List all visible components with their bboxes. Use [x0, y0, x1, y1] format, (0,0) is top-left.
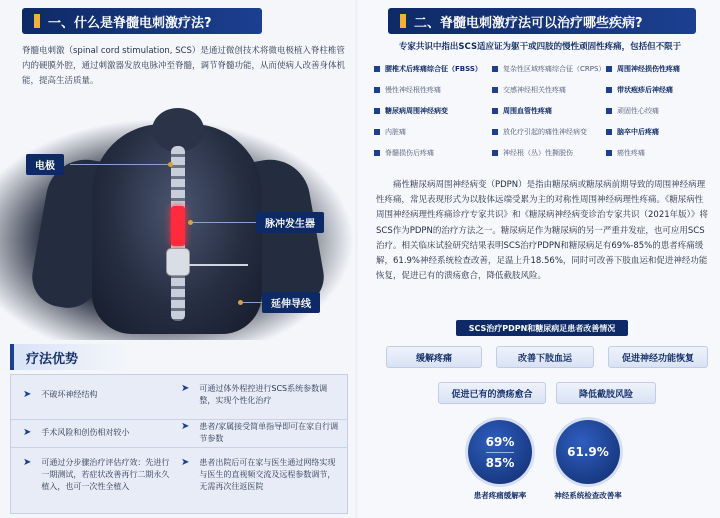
arrow-icon: ➤: [181, 457, 190, 468]
arrow-icon: ➤: [23, 389, 32, 400]
benefit-chip: 改善下肢血运: [496, 346, 594, 368]
callout-electrode: 电极: [26, 154, 64, 175]
bullet-square-icon: [606, 66, 612, 72]
condition-text: 交感神经相关性疼痛: [503, 86, 566, 94]
pdpn-paragraph: 痛性糖尿病周围神经病变（PDPN）是指由糖尿病或糖尿病前期导致的周围神经病理性疼痛，常见表现形式为以肢体远端受累为主的对称性周围神经病理性疼痛。《糖尿病性周围神经病理性疼痛诊疗专家共识》和《糖尿病神经病变诊治专家共识（2021年版）》将SCS作为PDPN的治疗方法之一。糖尿病足作为糖尿病的另一严重并发症，也可应用SCS治疗。相关临床试验研究结果表明SCS治疗PDPN和糖尿病足有69%-85%的患者疼痛缓解，61.9%神经系统检查改善，足温上升18.56%，同时可改善下肢血运和促进神经功能恢复，促进已有的溃疡愈合，降低截肢风险。: [376, 180, 708, 282]
callout-line-electrode: [70, 164, 170, 165]
condition-item: [606, 146, 645, 160]
bullet-square-icon: [606, 129, 612, 135]
advantage-text: 不破坏神经结构: [41, 390, 98, 399]
advantage-item: [181, 421, 343, 445]
bullet-square-icon: [492, 108, 498, 114]
callout-dot: [238, 300, 243, 305]
left-panel: [0, 0, 355, 518]
benefit-chip: 缓解疼痛: [386, 346, 482, 368]
condition-text: 复杂性区域疼痛综合征（CRPS）: [503, 65, 606, 73]
divider: [11, 419, 347, 420]
bullet-square-icon: [374, 129, 380, 135]
advantage-text: 可通过分步骤治疗评估疗效：先进行一期测试，若症状改善再行二期永久植入，也可一次性全植入: [41, 458, 170, 491]
condition-item: [374, 146, 434, 160]
arrow-icon: ➤: [181, 421, 190, 432]
advantage-item: [23, 389, 173, 401]
stat-value-top: 61.9%: [567, 445, 609, 459]
advantages-grid: [10, 374, 348, 514]
condition-item: [374, 104, 448, 118]
arrow-icon: ➤: [23, 457, 32, 468]
stat-circle-pain-relief: [468, 420, 532, 484]
callout-line-lead: [240, 302, 262, 303]
advantage-item: [23, 457, 173, 493]
arrow-icon: ➤: [181, 383, 190, 394]
bullet-square-icon: [374, 87, 380, 93]
condition-item: [606, 104, 659, 118]
condition-item: [374, 125, 406, 139]
bullet-square-icon: [492, 150, 498, 156]
condition-text: 放化疗引起的痛性神经病变: [503, 128, 587, 136]
intro-paragraph: 脊髓电刺激（spinal cord stimulation, SCS）是通过微创技术将微电极植入脊柱椎管内的硬膜外腔，通过刺激器发放电脉冲至脊髓，调节脊髓功能，从而使病人改善身体机能，提高生活质量。: [22, 46, 346, 86]
stat-separator: [486, 452, 514, 453]
callout-dot: [188, 220, 193, 225]
stat-label: 神经系统检查改善率: [554, 491, 622, 500]
condition-text: 带状疱疹后神经痛: [617, 86, 673, 94]
bullet-square-icon: [492, 87, 498, 93]
arrow-icon: ➤: [23, 427, 32, 438]
stat-circle-neuro-improvement: [556, 420, 620, 484]
advantage-text: 患者出院后可在家与医生通过网络实现与医生的直视频交流及远程参数调节，无需再次往返医院: [199, 458, 336, 491]
header-accent: [400, 14, 406, 28]
pulse-generator-device: [166, 248, 190, 276]
condition-item: [492, 104, 552, 118]
advantage-text: 可通过体外程控进行SCS系统参数调整，实现个性化治疗: [199, 384, 328, 405]
condition-item: [606, 83, 673, 97]
advantage-item: [181, 457, 343, 493]
condition-text: 慢性神经根性疼痛: [385, 86, 441, 94]
condition-text: 腰椎术后疼痛综合征（FBSS）: [385, 65, 482, 73]
advantage-text: 手术风险和创伤相对较小: [41, 428, 130, 437]
condition-item: [492, 146, 573, 160]
stat-value-bottom: 85%: [485, 455, 515, 470]
bullet-square-icon: [492, 129, 498, 135]
bullet-square-icon: [374, 108, 380, 114]
advantage-item: [181, 383, 343, 407]
condition-text: 癌性疼痛: [617, 149, 645, 157]
condition-item: [374, 62, 482, 76]
stat-label: 患者疼痛缓解率: [473, 491, 527, 500]
condition-text: 糖尿病周围神经病变: [385, 107, 448, 115]
callout-line-generator: [190, 222, 256, 223]
bullet-square-icon: [374, 150, 380, 156]
advantages-title: 疗法优势: [10, 344, 130, 370]
section-header-indications: [388, 8, 696, 34]
bullet-square-icon: [492, 66, 498, 72]
callout-dot: [168, 162, 173, 167]
condition-text: 周围血管性疼痛: [503, 107, 552, 115]
advantage-text: 患者/家属接受简单指导即可在家自行调节参数: [199, 422, 339, 443]
condition-item: [606, 125, 659, 139]
condition-item: [374, 83, 441, 97]
consensus-statement: 专家共识中指出SCS适应证为躯干或四肢的慢性顽固性疼痛，包括但不限于: [398, 42, 682, 52]
bullet-square-icon: [606, 108, 612, 114]
condition-text: 顽固性心绞痛: [617, 107, 659, 115]
benefit-chip: 促进神经功能恢复: [608, 346, 708, 368]
header-accent: [34, 14, 40, 28]
extension-lead-wire: [188, 264, 248, 266]
condition-item: [492, 125, 587, 139]
bullet-square-icon: [606, 150, 612, 156]
condition-text: 内脏痛: [385, 128, 406, 136]
benefit-chip: 促进已有的溃疡愈合: [438, 382, 546, 404]
bullet-square-icon: [606, 87, 612, 93]
right-panel: [358, 0, 720, 518]
condition-text: 脑卒中后疼痛: [617, 128, 659, 136]
electrode-glow: [171, 206, 185, 246]
condition-text: 脊髓损伤后疼痛: [385, 149, 434, 157]
condition-text: 周围神经损伤性疼痛: [617, 65, 680, 73]
benefit-chip: 降低截肢风险: [556, 382, 656, 404]
divider: [11, 447, 347, 448]
bullet-square-icon: [374, 66, 380, 72]
advantage-item: [23, 427, 173, 439]
callout-generator: 脉冲发生器: [256, 212, 324, 233]
section-header-what-is-scs: [22, 8, 262, 34]
condition-item: [492, 83, 566, 97]
condition-item: [606, 62, 680, 76]
improvement-title: SCS治疗PDPN和糖尿病足患者改善情况: [456, 320, 628, 336]
condition-item: [492, 62, 605, 76]
stat-value-top: 69%: [485, 434, 515, 449]
callout-lead: 延伸导线: [262, 292, 320, 313]
section-title: 一、什么是脊髓电刺激疗法?: [48, 15, 212, 31]
section-title: 二、脊髓电刺激疗法可以治疗哪些疾病?: [414, 15, 643, 31]
condition-text: 神经根（丛）性撕脱伤: [503, 149, 573, 157]
